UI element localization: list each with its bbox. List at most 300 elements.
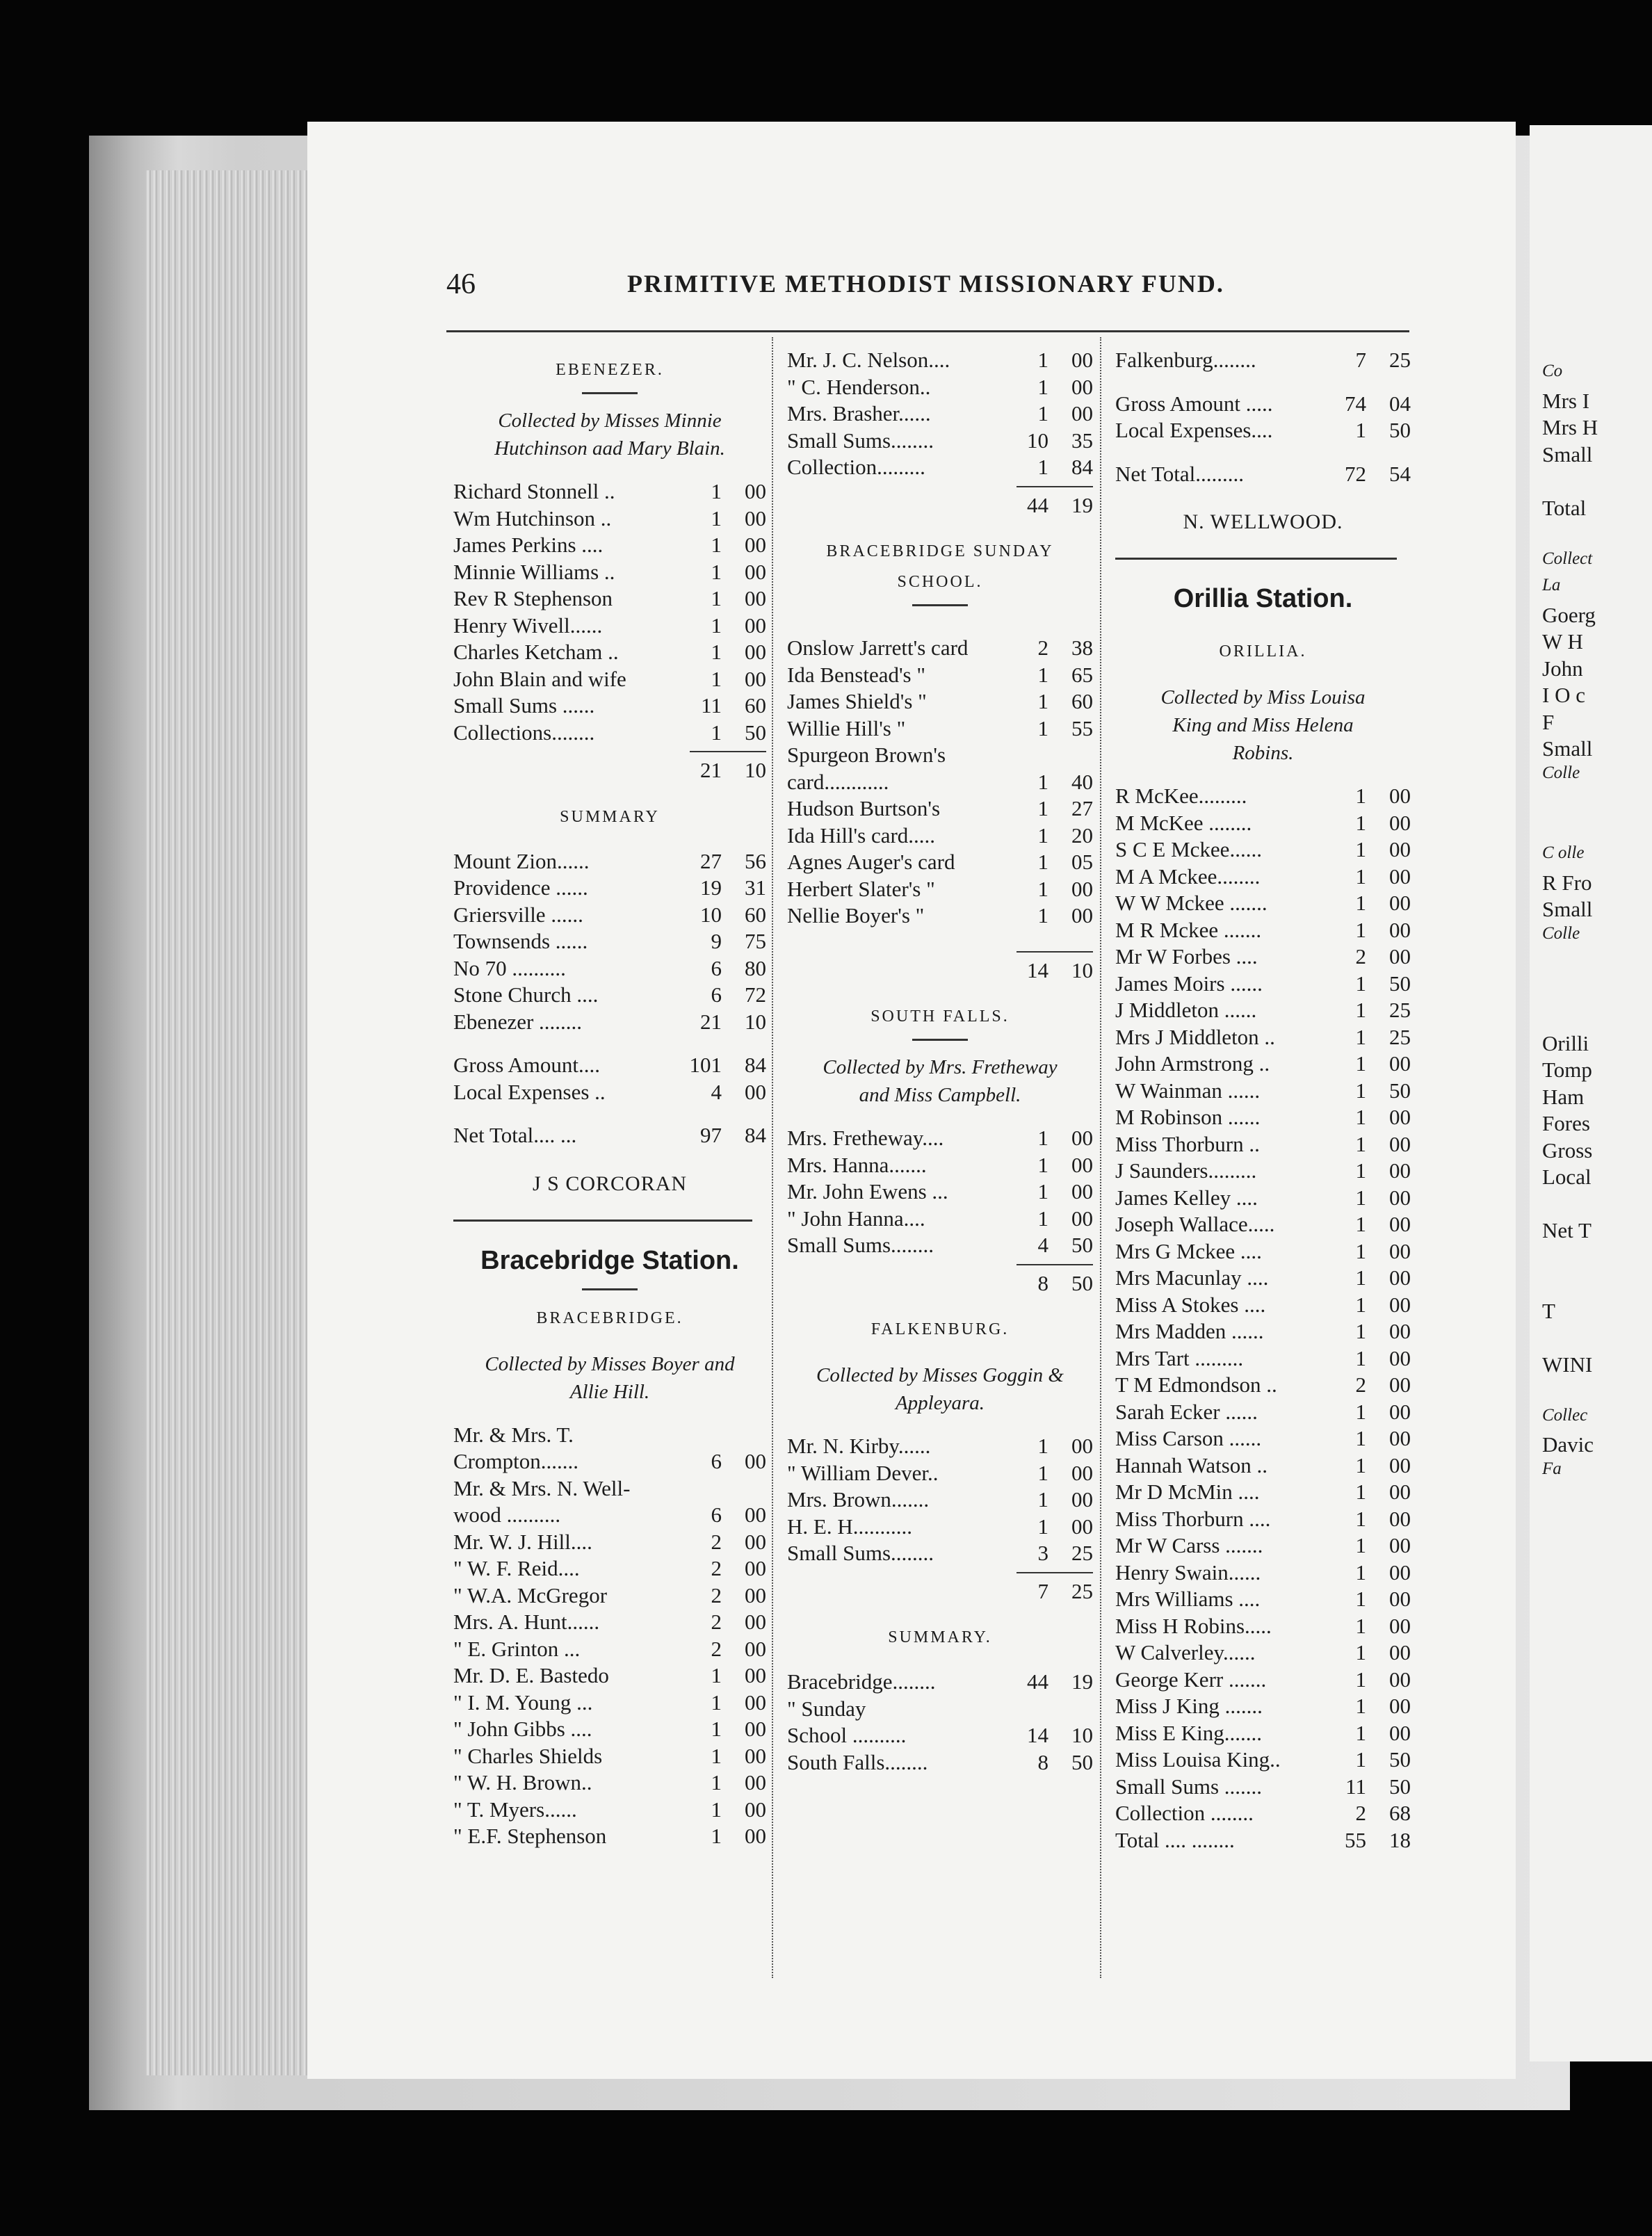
entry-name: Mr W Forbes .... [1115, 944, 1258, 969]
amount-cents: 00 [1389, 1667, 1411, 1692]
total-row [453, 758, 766, 785]
amount-dollars: 1 [1355, 971, 1366, 996]
amount-cents: 00 [1389, 1158, 1411, 1183]
section-heading: FALKENBURG. [870, 1320, 1010, 1338]
entry-name: Mr. W. J. Hill.... [453, 1529, 592, 1554]
entry-name: Mount Zion...... [453, 848, 590, 873]
entry-name: " John Gibbs .... [453, 1717, 592, 1741]
amount-cents: 75 [745, 929, 766, 953]
next-page-line: W H [1542, 629, 1583, 654]
amount-cents: 25 [1389, 1024, 1411, 1049]
amount-cents: 00 [745, 1610, 766, 1634]
ledger-row [787, 716, 1093, 743]
amount-cents: 00 [1389, 944, 1411, 969]
amount-dollars: 2 [1355, 1372, 1366, 1397]
amount-dollars: 74 [1345, 391, 1366, 416]
next-page-line: Co [1542, 362, 1563, 380]
ledger-row [787, 635, 1093, 663]
ledger-row [453, 1797, 766, 1824]
amount-dollars: 1 [1355, 1319, 1366, 1343]
spacer [453, 1334, 766, 1350]
ledger-row [787, 1126, 1093, 1153]
column-divider-1 [772, 337, 773, 1978]
collected-by-line: Collected by Misses Boyer and [485, 1352, 735, 1375]
ledger-row [1115, 1614, 1411, 1641]
amount-cents: 00 [745, 1556, 766, 1580]
ledger-row [1115, 1533, 1411, 1560]
ledger-row [787, 1461, 1093, 1488]
ledger-row [453, 720, 766, 747]
spacer [787, 1345, 1093, 1361]
total-block [787, 1572, 1093, 1606]
entry-name: Collection......... [787, 455, 925, 479]
amount-cents: 00 [1389, 1051, 1411, 1076]
sum-rule [690, 751, 766, 752]
entry-name: Miss Thorburn .. [1115, 1131, 1260, 1156]
entry-name: Mr. N. Kirby...... [787, 1434, 931, 1458]
spacer [787, 1653, 1093, 1669]
entry-name: M A Mckee........ [1115, 864, 1261, 889]
entry-name: H. E. H........... [787, 1514, 912, 1539]
amount-cents: 00 [745, 1529, 766, 1554]
amount-dollars: 1 [1355, 1265, 1366, 1290]
next-page-line: Local [1542, 1165, 1592, 1189]
entry-name: J Middleton ...... [1115, 998, 1257, 1022]
amount-dollars: 7 [1037, 1578, 1048, 1603]
amount-dollars: 72 [1345, 461, 1366, 486]
ledger-row [1115, 1453, 1411, 1480]
amount-cents: 50 [1071, 1270, 1093, 1295]
next-page-line: F [1542, 709, 1555, 734]
amount-dollars: 27 [700, 848, 722, 873]
next-page-line: WINI [1542, 1352, 1593, 1377]
next-page-line [1542, 817, 1652, 844]
short-rule [912, 604, 968, 606]
entry-name: Local Expenses.... [1115, 418, 1273, 442]
amount-dollars: 1 [1355, 1345, 1366, 1370]
amount-cents: 00 [1389, 1292, 1411, 1317]
amount-dollars: 1 [711, 1824, 722, 1848]
spacer [1115, 667, 1411, 683]
amount-cents: 50 [1071, 1233, 1093, 1257]
amount-dollars: 1 [1355, 1506, 1366, 1531]
amount-cents: 00 [1389, 1613, 1411, 1638]
entry-name: Mr. D. E. Bastedo [453, 1663, 609, 1687]
entry-name: School .......... [787, 1723, 907, 1747]
entry-name: M R Mckee ....... [1115, 917, 1262, 942]
amount-cents: 00 [1389, 1640, 1411, 1664]
amount-cents: 00 [1071, 876, 1093, 901]
next-page-line: Fores [1542, 1111, 1590, 1135]
ledger-row [453, 533, 766, 560]
amount-dollars: 1 [711, 640, 722, 664]
amount-dollars: 1 [1355, 1480, 1366, 1504]
entry-name: W W Mckee ....... [1115, 891, 1268, 915]
amount-dollars: 2 [1355, 944, 1366, 969]
amount-dollars: 11 [1345, 1774, 1366, 1799]
amount-dollars: 1 [1355, 891, 1366, 915]
spacer [453, 1036, 766, 1053]
next-page-line: Goerg [1542, 602, 1596, 627]
local-expenses-row [453, 1080, 766, 1107]
amount-dollars: 1 [711, 1743, 722, 1768]
spacer [1115, 445, 1411, 462]
amount-cents: 31 [745, 875, 766, 900]
amount-dollars: 1 [1037, 1514, 1048, 1539]
entry-name: Collections........ [453, 720, 595, 745]
ledger-row [1115, 1319, 1411, 1346]
ledger-row [787, 903, 1093, 930]
ledger-row [453, 1663, 766, 1690]
amount-dollars: 1 [1355, 1452, 1366, 1477]
amount-cents: 00 [1389, 837, 1411, 861]
page-number: 46 [446, 268, 476, 300]
entry-name: Hannah Watson .. [1115, 1452, 1268, 1477]
next-page-line [1542, 1192, 1652, 1219]
ledger-row [453, 1583, 766, 1610]
section-rule [1115, 558, 1397, 560]
entry-name: Miss Carson ...... [1115, 1426, 1262, 1450]
next-page-line: Colle [1542, 763, 1580, 782]
next-page-line: Tomp [1542, 1058, 1592, 1082]
next-page-line [1542, 469, 1652, 496]
collected-by [787, 1053, 1093, 1109]
amount-cents: 00 [1389, 1506, 1411, 1531]
amount-cents: 00 [1389, 1372, 1411, 1397]
amount-cents: 00 [1071, 1487, 1093, 1512]
amount-cents: 00 [1389, 784, 1411, 808]
amount-cents: 00 [745, 1690, 766, 1715]
entry-name: Hudson Burtson's [787, 796, 941, 820]
collected-by-line: Hutchinson aad Mary Blain. [494, 437, 725, 460]
amount-dollars: 1 [1355, 418, 1366, 442]
entry-name: Minnie Williams .. [453, 559, 615, 584]
ledger-row [787, 770, 1093, 797]
ledger-row [453, 849, 766, 876]
amount-cents: 00 [1071, 1179, 1093, 1204]
spacer [453, 462, 766, 479]
amount-dollars: 1 [1037, 823, 1048, 848]
entry-name: Mrs. A. Hunt...... [453, 1610, 600, 1634]
next-page-lines [1542, 362, 1652, 1486]
total-block [787, 951, 1093, 985]
sum-rule [1017, 951, 1093, 953]
amount-dollars: 1 [1037, 876, 1048, 901]
amount-dollars: 1 [711, 1690, 722, 1715]
section-heading: EBENEZER. [556, 361, 664, 379]
amount-cents: 00 [1389, 1238, 1411, 1263]
next-page-line: Orilli [1542, 1030, 1589, 1055]
total-block [787, 1264, 1093, 1298]
entry-name: T M Edmondson .. [1115, 1372, 1277, 1397]
amount-dollars: 1 [1037, 715, 1048, 740]
amount-cents: 60 [745, 902, 766, 927]
entry-name: Crompton....... [453, 1449, 578, 1473]
ledger-row [1115, 1212, 1411, 1239]
amount-cents: 40 [1071, 769, 1093, 794]
ledger-row [453, 1610, 766, 1637]
spacer [1115, 619, 1411, 636]
entry-name: Gross Amount ..... [1115, 391, 1273, 416]
entry-name: " William Dever.. [787, 1460, 939, 1485]
amount-cents: 00 [745, 533, 766, 557]
ledger-row [787, 1750, 1093, 1777]
entry-name: Total .... ........ [1115, 1827, 1235, 1852]
amount-cents: 00 [1071, 903, 1093, 927]
ledger-row [787, 375, 1093, 402]
column-1 [453, 355, 766, 1851]
entry-name: card............ [787, 769, 889, 794]
spacer [1115, 488, 1411, 505]
amount-dollars: 21 [700, 758, 722, 782]
amount-cents: 00 [745, 505, 766, 530]
amount-dollars: 1 [1355, 864, 1366, 889]
ledger-row [787, 455, 1093, 482]
entry-name: No 70 .......... [453, 955, 566, 980]
total-row [787, 493, 1093, 520]
next-page-line: Davic [1542, 1432, 1594, 1457]
amount-dollars: 1 [1037, 1460, 1048, 1485]
amount-cents: 00 [1389, 810, 1411, 835]
amount-cents: 00 [745, 1824, 766, 1848]
amount-dollars: 55 [1345, 1827, 1366, 1852]
spacer [787, 1297, 1093, 1314]
entry-name: South Falls........ [787, 1749, 928, 1774]
ledger-row [787, 1696, 1093, 1724]
amount-dollars: 3 [1037, 1541, 1048, 1565]
amount-cents: 00 [1071, 348, 1093, 372]
entry-name: " W. F. Reid.... [453, 1556, 580, 1580]
amount-dollars: 9 [711, 929, 722, 953]
ledger-row [1115, 837, 1411, 864]
amount-dollars: 1 [1355, 1559, 1366, 1585]
entry-name: Mrs Williams .... [1115, 1587, 1261, 1611]
ledger-row [1115, 1185, 1411, 1213]
amount-cents: 60 [1071, 689, 1093, 713]
amount-dollars: 1 [1037, 689, 1048, 713]
ledger-row [1115, 1694, 1411, 1721]
amount-cents: 50 [1389, 971, 1411, 996]
amount-cents: 35 [1071, 428, 1093, 453]
section-heading [787, 536, 1093, 597]
ledger-row [1115, 1560, 1411, 1587]
amount-cents: 04 [1389, 391, 1411, 416]
station-title: Orillia Station. [1173, 584, 1353, 613]
amount-dollars: 1 [1037, 903, 1048, 927]
ledger-row [787, 1153, 1093, 1180]
spacer [453, 1150, 766, 1167]
spacer [787, 519, 1093, 536]
collected-by [453, 407, 766, 462]
entry-name: Griersville ...... [453, 902, 583, 927]
amount-cents: 10 [1071, 1723, 1093, 1747]
entry-name: Ida Hill's card..... [787, 823, 936, 848]
ledger-row [787, 743, 1093, 770]
ledger-row [453, 1824, 766, 1851]
amount-dollars: 4 [1037, 1233, 1048, 1257]
amount-dollars: 1 [1355, 1426, 1366, 1450]
amount-dollars: 1 [1355, 837, 1366, 861]
entry-name: Mrs. Brasher...... [787, 401, 931, 426]
amount-dollars: 1 [711, 720, 722, 745]
ledger-row [453, 640, 766, 667]
amount-cents: 25 [1071, 1541, 1093, 1565]
total-row [787, 1579, 1093, 1606]
ledger-row [787, 348, 1093, 375]
spacer [787, 1109, 1093, 1126]
entry-name: Henry Swain...... [1115, 1559, 1261, 1585]
amount-dollars: 1 [711, 559, 722, 584]
section-heading: ORILLIA. [1219, 642, 1307, 661]
amount-dollars: 1 [1355, 1694, 1366, 1718]
next-page-line: Net T [1542, 1218, 1592, 1242]
ledger-row [787, 1487, 1093, 1514]
amount-cents: 00 [1389, 1694, 1411, 1718]
ledger-row [453, 1502, 766, 1530]
spacer [453, 1106, 766, 1123]
amount-dollars: 1 [1037, 1434, 1048, 1458]
ledger-row [453, 875, 766, 902]
ledger-row [1115, 918, 1411, 945]
amount-dollars: 7 [1355, 348, 1366, 372]
entry-name: " C. Henderson.. [787, 374, 931, 399]
amount-dollars: 1 [711, 1663, 722, 1687]
entry-name: Miss H Robins..... [1115, 1613, 1272, 1638]
spacer [787, 619, 1093, 635]
section-heading: BRACEBRIDGE. [536, 1309, 683, 1327]
next-page-line: I O c [1542, 683, 1585, 707]
ledger-row [453, 1556, 766, 1583]
amount-cents: 00 [1071, 1434, 1093, 1458]
entry-name: Miss Thorburn .... [1115, 1506, 1271, 1531]
ledger-row [787, 1206, 1093, 1233]
entry-name: Mrs Madden ...... [1115, 1319, 1264, 1343]
ledger-row [787, 1434, 1093, 1461]
ledger-row [453, 929, 766, 956]
amount-cents: 00 [745, 1770, 766, 1795]
amount-dollars: 1 [1355, 784, 1366, 808]
entry-name: Agnes Auger's card [787, 850, 955, 874]
amount-cents: 00 [1071, 1206, 1093, 1231]
amount-cents: 19 [1071, 1669, 1093, 1694]
section-heading-line: SCHOOL. [897, 573, 983, 591]
ledger-row [1115, 864, 1411, 891]
ledger-row [1115, 998, 1411, 1025]
ledger-row [1115, 1078, 1411, 1105]
amount-cents: 00 [745, 1717, 766, 1741]
entry-name: Onslow Jarrett's card [787, 635, 969, 660]
ledger-row [787, 689, 1093, 716]
ledger-row [1115, 1105, 1411, 1132]
entry-name: M Robinson ...... [1115, 1105, 1261, 1129]
amount-cents: 00 [745, 1079, 766, 1104]
next-page-line [1542, 978, 1652, 1005]
amount-dollars: 1 [1037, 1487, 1048, 1512]
amount-dollars: 1 [1037, 455, 1048, 479]
column-2 [787, 348, 1093, 1776]
amount-dollars: 1 [1355, 1212, 1366, 1236]
entry-name: Joseph Wallace..... [1115, 1212, 1275, 1236]
entry-name: Bracebridge........ [787, 1669, 936, 1694]
amount-cents: 00 [1389, 1426, 1411, 1450]
amount-cents: 00 [1389, 1587, 1411, 1611]
entry-name: Nellie Boyer's " [787, 903, 925, 927]
collected-by [453, 1350, 766, 1406]
entry-name: James Shield's " [787, 689, 927, 713]
ledger-row [1115, 784, 1411, 811]
spacer [1115, 767, 1411, 784]
entry-name: Mrs Tart ......... [1115, 1345, 1244, 1370]
ledger-row [453, 1637, 766, 1664]
amount-dollars: 1 [1355, 1613, 1366, 1638]
entry-name: John Armstrong .. [1115, 1051, 1270, 1076]
entry-name: Mr. & Mrs. T. [453, 1422, 574, 1447]
ledger-row [453, 1690, 766, 1717]
amount-cents: 00 [745, 1743, 766, 1768]
total-row [787, 958, 1093, 985]
ledger-row [453, 1423, 766, 1450]
amount-cents: 00 [1389, 1533, 1411, 1557]
entry-name: " W.A. McGregor [453, 1582, 608, 1607]
amount-cents: 00 [1389, 1265, 1411, 1290]
entry-name: Mrs Macunlay .... [1115, 1265, 1269, 1290]
amount-dollars: 1 [1037, 1126, 1048, 1150]
amount-dollars: 2 [711, 1556, 722, 1580]
ledger-row [1115, 1025, 1411, 1052]
entry-name: wood .......... [453, 1502, 561, 1527]
section-heading-line: BRACEBRIDGE SUNDAY [826, 542, 1054, 560]
net-total-row [453, 1123, 766, 1150]
amount-cents: 25 [1389, 348, 1411, 372]
sum-rule [1017, 1572, 1093, 1573]
next-page-line [1542, 1379, 1652, 1406]
entry-name: Local Expenses .. [453, 1079, 606, 1104]
entry-name: James Moirs ...... [1115, 971, 1263, 996]
entry-name: Small Sums........ [787, 428, 934, 453]
running-title: PRIMITIVE METHODIST MISSIONARY FUND. [627, 270, 1224, 298]
amount-cents: 00 [1071, 1514, 1093, 1539]
ledger-row [453, 1770, 766, 1797]
spacer [787, 1605, 1093, 1622]
entry-name: Ebenezer ........ [453, 1009, 583, 1034]
amount-dollars: 44 [1027, 492, 1048, 517]
entry-name: Miss E King....... [1115, 1720, 1262, 1745]
ledger-row [1115, 1507, 1411, 1534]
amount-dollars: 1 [1037, 850, 1048, 874]
entry-name: Falkenburg........ [1115, 348, 1256, 372]
ledger-row [1115, 891, 1411, 918]
spacer [787, 985, 1093, 1001]
amount-cents: 10 [745, 1009, 766, 1034]
signature: N. WELLWOOD. [1183, 510, 1343, 533]
amount-dollars: 1 [1037, 1206, 1048, 1231]
amount-dollars: 1 [711, 1717, 722, 1741]
amount-cents: 84 [745, 1053, 766, 1077]
ledger-row [787, 1669, 1093, 1696]
amount-cents: 00 [1389, 1212, 1411, 1236]
amount-dollars: 1 [1355, 1105, 1366, 1129]
ledger-row [1115, 1372, 1411, 1400]
amount-cents: 00 [1389, 1559, 1411, 1585]
amount-cents: 00 [745, 1449, 766, 1473]
amount-dollars: 6 [711, 982, 722, 1007]
section-heading: SUMMARY [560, 807, 660, 826]
short-rule [912, 1039, 968, 1041]
amount-cents: 54 [1389, 461, 1411, 486]
next-page-line: Small [1542, 897, 1593, 921]
amount-cents: 00 [1389, 1452, 1411, 1477]
entry-name: " T. Myers...... [453, 1797, 577, 1822]
